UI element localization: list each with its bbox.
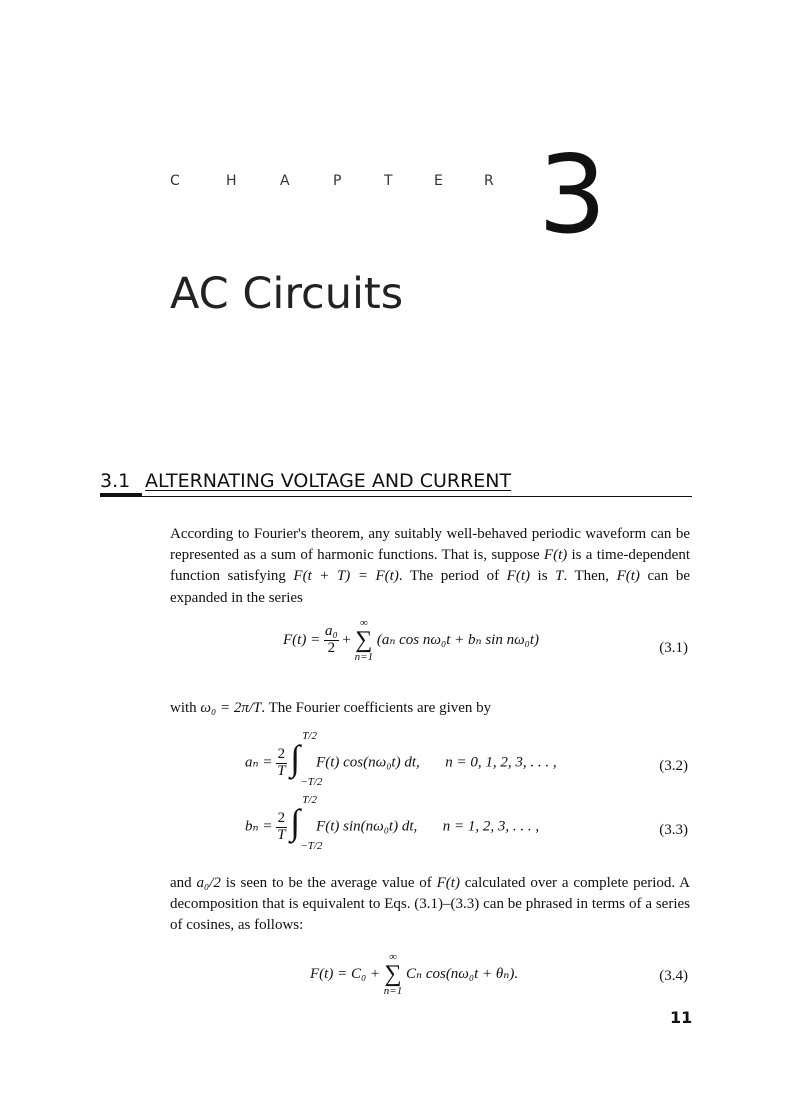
summation: ∞ ∑ n=1	[354, 617, 374, 663]
chapter-title: AC Circuits	[170, 269, 404, 319]
equation-3-3: bₙ = $\frac{2}{T}$ ∫ T/2 −T/2 F(t) sin(nω₀t) dt, n = 1, 2, 3, . . . ,	[245, 794, 540, 852]
fraction: $\frac{2}{T}$	[277, 745, 286, 779]
equation-3-2: aₙ = $\frac{2}{T}$ ∫ T/2 −T/2 F(t) cos(nω₀t) dt, n = 0, 1, 2, 3, . . . ,	[245, 730, 557, 788]
integral: ∫ T/2 −T/2	[290, 794, 323, 852]
equation-number: (3.4)	[659, 968, 688, 984]
equation-3-4: F(t) = C₀ + ∞ ∑ n=1 Cₙ cos(nω₀t + θₙ).	[310, 951, 519, 997]
chapter-letter: H	[226, 173, 237, 189]
equation-number: (3.2)	[659, 758, 688, 774]
equation-number: (3.3)	[659, 822, 688, 838]
fraction: $\frac{2}{T}$	[277, 809, 286, 843]
chapter-letter: P	[333, 173, 342, 189]
chapter-letter: R	[484, 173, 494, 189]
fraction: $\frac{\text{a₀}}{2}$	[324, 623, 338, 656]
integral: ∫ T/2 −T/2	[290, 730, 323, 788]
equation-3-1: F(t) = $\frac{\text{a₀}}{2}$ + ∞ ∑ n=1 (aₙ cos nω₀t + bₙ sin nω₀t)	[283, 617, 540, 663]
summation: ∞ ∑ n=1	[383, 951, 403, 997]
section-rule-accent	[100, 493, 142, 497]
paragraph-intro: According to Fourier's theorem, any suitably well-behaved periodic waveform can be represented as a sum of harmonic functions. That is, suppose F(t) is a time-dependent function satisfying F(t + T) = F(t). The period of F(t) is T. Then, F(t) can be expanded in the series	[170, 526, 690, 606]
chapter-number: 3	[538, 133, 607, 258]
chapter-letter: E	[434, 173, 443, 189]
equation-number: (3.1)	[659, 640, 688, 656]
chapter-letter: T	[384, 173, 393, 189]
section-number: 3.1	[100, 470, 131, 492]
chapter-letter: A	[280, 173, 290, 189]
chapter-letter: C	[170, 173, 180, 189]
paragraph-coefficients: with ω₀ = 2π/T. The Fourier coefficients are given by	[170, 700, 492, 716]
paragraph-average: and a₀/2 is seen to be the average value of F(t) calculated over a complete period. A decomposition that is equivalent to Eqs. (3.1)–(3.3) can be phrased in terms of a series of cosines, as follows:	[170, 875, 690, 934]
page-number: 11	[670, 1008, 693, 1027]
section-heading	[100, 470, 692, 497]
section-title: ALTERNATING VOLTAGE AND CURRENT	[145, 470, 512, 492]
